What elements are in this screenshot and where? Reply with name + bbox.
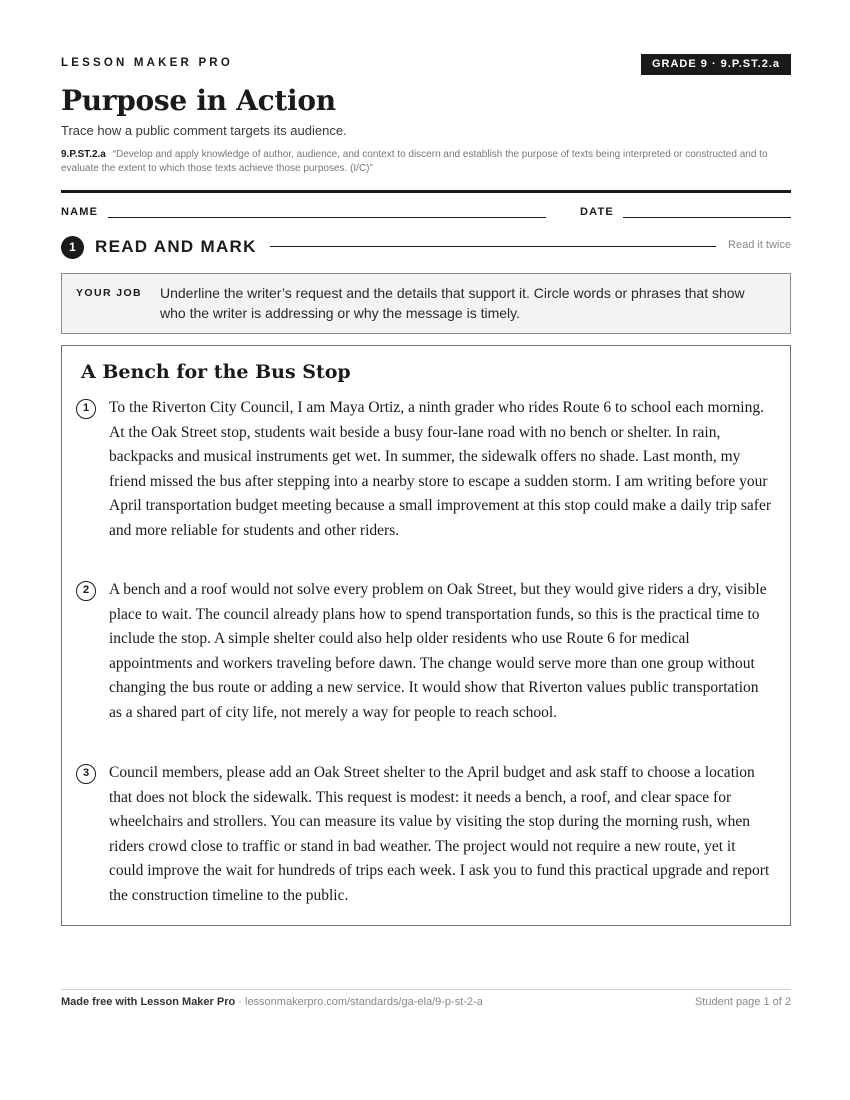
footer-page-number: Student page 1 of 2 (694, 996, 791, 1008)
job-text: Underline the writer’s request and the details that support it. Circle words or phrases that show who the writer is addressing or why the message is timely. (160, 285, 745, 321)
date-field[interactable] (623, 217, 791, 218)
paragraph-number: 2 (76, 581, 96, 601)
name-label: NAME (61, 206, 99, 218)
page-subtitle: Trace how a public comment targets its audience. (61, 123, 347, 138)
standard-description (61, 148, 791, 176)
standard-code: 9.P.ST.2.a (61, 149, 106, 160)
section-hint: Read it twice (728, 239, 791, 251)
grade-badge: GRADE 9 · 9.P.ST.2.a (641, 54, 791, 75)
header-divider (61, 190, 791, 193)
job-label: YOUR JOB (76, 287, 143, 299)
passage-title: A Bench for the Bus Stop (81, 361, 351, 383)
passage-paragraph: To the Riverton City Council, I am Maya Ortiz, a ninth grader who rides Route 6 to school each morning. At the Oak Street stop, students wait beside a busy four-lane road with no bench or shelter. In rain, backpacks and musical instruments get wet. In summer, the sidewalk offers no shade. Last month, my friend missed the bus after stepping into a nearby store to escape a sudden storm. I am writing before your April transportation budget meeting because a small improvement at this stop could make a daily trip safer and more reliable for students and other riders. (109, 399, 772, 539)
section-number: 1 (61, 236, 84, 259)
passage-paragraph: A bench and a roof would not solve every problem on Oak Street, but they would give riders a dry, visible place to wait. The council already plans how to spend transportation funds, so this is the practical time to include the stop. A simple shelter could also help older residents who use Route 6 for medical appointments and workers traveling before dawn. The change would serve more than one group without changing the bus route or adding a new service. It would show that Riverton values public transportation as a shared part of city life, not merely a way for people to reach school. (109, 581, 767, 721)
section-title: READ AND MARK (95, 237, 257, 256)
name-date-row (61, 206, 791, 220)
passage-paragraph: Council members, please add an Oak Street shelter to the April budget and ask staff to choose a location that does not block the sidewalk. This request is modest: it needs a bench, a roof, and clear space for wheelchairs and strollers. You can measure its value by visiting the stop during the morning rush, when riders crowd close to traffic or stand in bad weather. The project would not require a new route, yet it could improve the wait for hundreds of trips each week. I ask you to fund this practical upgrade and report the construction timeline to the public. (109, 764, 770, 904)
date-label: DATE (580, 206, 614, 218)
passage-box (61, 345, 791, 926)
section-rule (270, 246, 716, 247)
section-header (61, 235, 791, 259)
footer-made-with: Made free with Lesson Maker Pro (61, 996, 236, 1008)
job-instructions-box (61, 273, 791, 334)
footer-divider (61, 989, 791, 990)
page-title: Purpose in Action (61, 84, 336, 117)
footer-credit (61, 996, 483, 1008)
standard-text: “Develop and apply knowledge of author, audience, and context to discern and establish the purpose of texts being interpreted or constructed and to evaluate the extent to which those texts achieve those purposes. (I/C)” (61, 149, 768, 174)
paragraph-number: 1 (76, 399, 96, 419)
footer-url[interactable]: · lessonmakerpro.com/standards/ga-ela/9-p-st-2-a (235, 996, 483, 1008)
paragraph-number: 3 (76, 764, 96, 784)
brand-name: LESSON MAKER PRO (61, 57, 233, 69)
name-field[interactable] (108, 217, 546, 218)
